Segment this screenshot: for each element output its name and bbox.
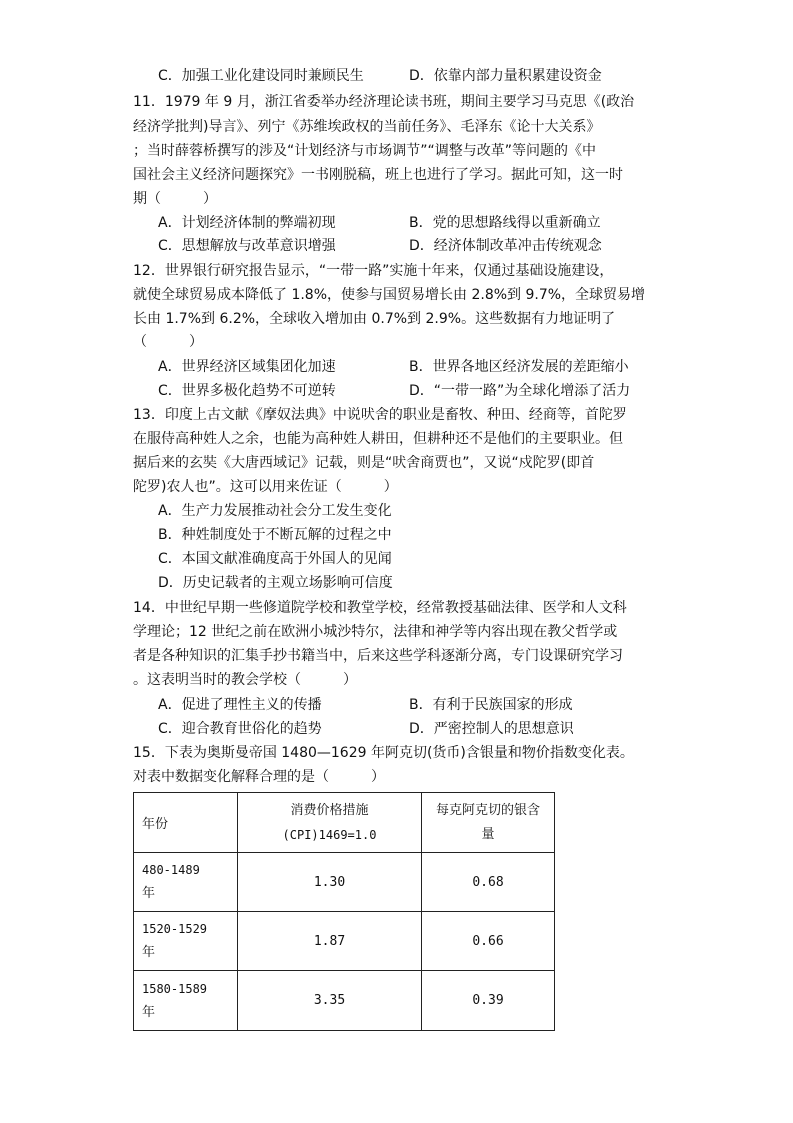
q14-option-d: D．严密控制人的思想意识: [409, 721, 574, 737]
cell-year: 1580-1589 年: [134, 971, 238, 1031]
q15-stem-line: 对表中数据变化解释合理的是（ ）: [133, 769, 385, 785]
q13-stem-line: 在服侍高种姓人之余，也能为高种姓人耕田，但耕种还不是他们的主要职业。但: [133, 431, 623, 447]
q12-option-c: C．世界多极化趋势不可逆转: [158, 383, 336, 399]
cell-year: 1520-1529 年: [134, 912, 238, 971]
q14-option-a: A．促进了理性主义的传播: [158, 697, 322, 713]
q14-stem-line: 学理论；12 世纪之前在欧洲小城沙特尔，法律和神学等内容出现在教父哲学或: [133, 624, 618, 640]
q12-stem-line: 12．世界银行研究报告显示，“一带一路”实施十年来，仅通过基础设施建设，: [133, 263, 614, 279]
cell-silver: 0.68: [422, 853, 555, 912]
q11-option-d: D．经济体制改革冲击传统观念: [409, 238, 602, 254]
q11-option-a: A．计划经济体制的弊端初现: [158, 215, 336, 231]
table-row: [134, 971, 555, 1031]
q10-option-c: C．加强工业化建设同时兼顾民生: [158, 68, 364, 84]
q11-stem-line: 11．1979 年 9 月，浙江省委举办经济理论读书班，期间主要学习马克思《(政治: [133, 94, 635, 110]
q15-data-table: [133, 792, 555, 1031]
q11-stem-line: 期（ ）: [133, 191, 217, 207]
q13-stem-line: 陀罗)农人也”。这可以用来佐证（ ）: [133, 479, 398, 495]
q13-option-c: C．本国文献准确度高于外国人的见闻: [158, 551, 392, 567]
q12-stem-line: 长由 1.7%到 6.2%，全球收入增加由 0.7%到 2.9%。这些数据有力地证明了: [133, 311, 616, 327]
q14-stem-line: 14．中世纪早期一些修道院学校和教堂学校，经常教授基础法律、医学和人文科: [133, 600, 627, 616]
q13-option-a: A．生产力发展推动社会分工发生变化: [158, 503, 392, 519]
q11-stem-line: 国社会主义经济问题探究》一书刚脱稿，班上也进行了学习。据此可知，这一时: [133, 167, 623, 183]
cell-silver: 0.66: [422, 912, 555, 971]
q11-option-c: C．思想解放与改革意识增强: [158, 238, 336, 254]
q12-stem-line: （ ）: [133, 334, 203, 350]
q11-stem-line: 经济学批判)导言》、列宁《苏维埃政权的当前任务》、毛泽东《论十大关系》: [133, 119, 601, 135]
table-header-row: [134, 793, 555, 853]
q13-stem-line: 13．印度上古文献《摩奴法典》中说吠舍的职业是畜牧、种田、经商等，首陀罗: [133, 407, 627, 423]
cell-cpi: 1.87: [238, 912, 422, 971]
q11-option-b: B．党的思想路线得以重新确立: [409, 215, 601, 231]
q14-option-b: B．有利于民族国家的形成: [409, 697, 573, 713]
q10-option-d: D．依靠内部力量积累建设资金: [409, 68, 602, 84]
q12-option-b: B．世界各地区经济发展的差距缩小: [409, 359, 629, 375]
header-cpi: 消费价格措施 (CPI)1469=1.0: [238, 793, 422, 853]
q13-stem-line: 据后来的玄奘《大唐西域记》记载，则是“吠舍商贾也”，又说“戍陀罗(即首: [133, 455, 595, 471]
q14-stem-line: 者是各种知识的汇集手抄书籍当中，后来这些学科逐渐分离，专门设课研究学习: [133, 648, 623, 664]
table-row: [134, 853, 555, 912]
q15-stem-line: 15．下表为奥斯曼帝国 1480—1629 年阿克切(货币)含银量和物价指数变化表。: [133, 745, 634, 761]
q12-stem-line: 就使全球贸易成本降低了 1.8%，使参与国贸易增长由 2.8%到 9.7%，全球贸易增: [133, 287, 646, 303]
cell-year: 480-1489 年: [134, 853, 238, 912]
q13-option-b: B．种姓制度处于不断瓦解的过程之中: [158, 527, 392, 543]
cell-cpi: 3.35: [238, 971, 422, 1031]
q12-option-d: D．“一带一路”为全球化增添了活力: [409, 383, 631, 399]
header-year: 年份: [134, 793, 238, 853]
q14-stem-line: 。这表明当时的教会学校（ ）: [133, 672, 357, 688]
cell-silver: 0.39: [422, 971, 555, 1031]
table-row: [134, 912, 555, 971]
q12-option-a: A．世界经济区域集团化加速: [158, 359, 336, 375]
header-silver: 每克阿克切的银含 量: [422, 793, 555, 853]
cell-cpi: 1.30: [238, 853, 422, 912]
q14-option-c: C．迎合教育世俗化的趋势: [158, 721, 322, 737]
q11-stem-line: ；当时薛蓉桥撰写的涉及“计划经济与市场调节”“调整与改革”等问题的《中: [133, 143, 597, 159]
q13-option-d: D．历史记载者的主观立场影响可信度: [158, 575, 393, 591]
